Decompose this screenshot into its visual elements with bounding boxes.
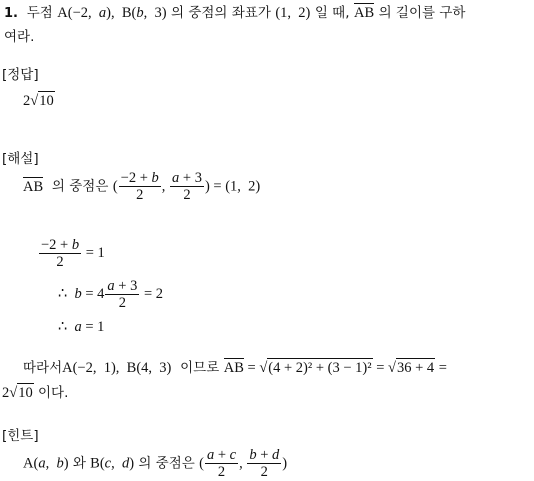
problem-text-segment: 의 중점의 좌표가 xyxy=(171,5,271,21)
answer-value: 2√10 xyxy=(23,93,54,109)
problem-text-segment: 의 길이를 구하 xyxy=(378,5,466,21)
conclusion-line2: 2√10 이다. xyxy=(2,385,69,401)
problem-number: 1. xyxy=(4,6,18,21)
equation-1: $\frac{-2 + b}{2}$ = 1 xyxy=(41,237,105,270)
segment-ab: AB xyxy=(353,5,375,21)
hint-heading: [힌트] xyxy=(2,428,39,444)
solution-line1: AB 의 중점은 ( $\frac{-2 + b}{2}$ , $\frac{a + 3}{2}$ ) = (1, 2) xyxy=(23,170,261,203)
solution-text-segment: 의 중점은 xyxy=(47,178,109,195)
point-a: A(−2, a), B(b, 3) xyxy=(57,5,167,21)
solution-heading: [해설] xyxy=(2,151,39,167)
equation-3: ∴ a = 1 xyxy=(58,319,105,335)
answer-heading: [정답] xyxy=(2,67,39,83)
equation-2: ∴ b = 4 $\frac{a + 3}{2}$ = 2 xyxy=(58,278,164,311)
problem-statement xyxy=(4,6,465,21)
conclusion-line1: 따라서A(−2, 1), B(4, 3) 이므로 AB = √(4 + 2)² + (3 − 1)² = √36 + 4 = xyxy=(23,360,447,376)
problem-text-line2: 여라. xyxy=(4,29,35,45)
segment-ab: AB xyxy=(23,178,44,195)
midpoint-coords: (1, 2) xyxy=(275,5,311,21)
hint-text: A(a, b) 와 B(c, d) 의 중점은 ( $\frac{a + c}{2}$ , $\frac{b + d}{2}$ ) xyxy=(23,447,288,480)
problem-text-segment: 두점 xyxy=(22,5,53,21)
problem-text-segment: 일 때, xyxy=(314,5,350,21)
